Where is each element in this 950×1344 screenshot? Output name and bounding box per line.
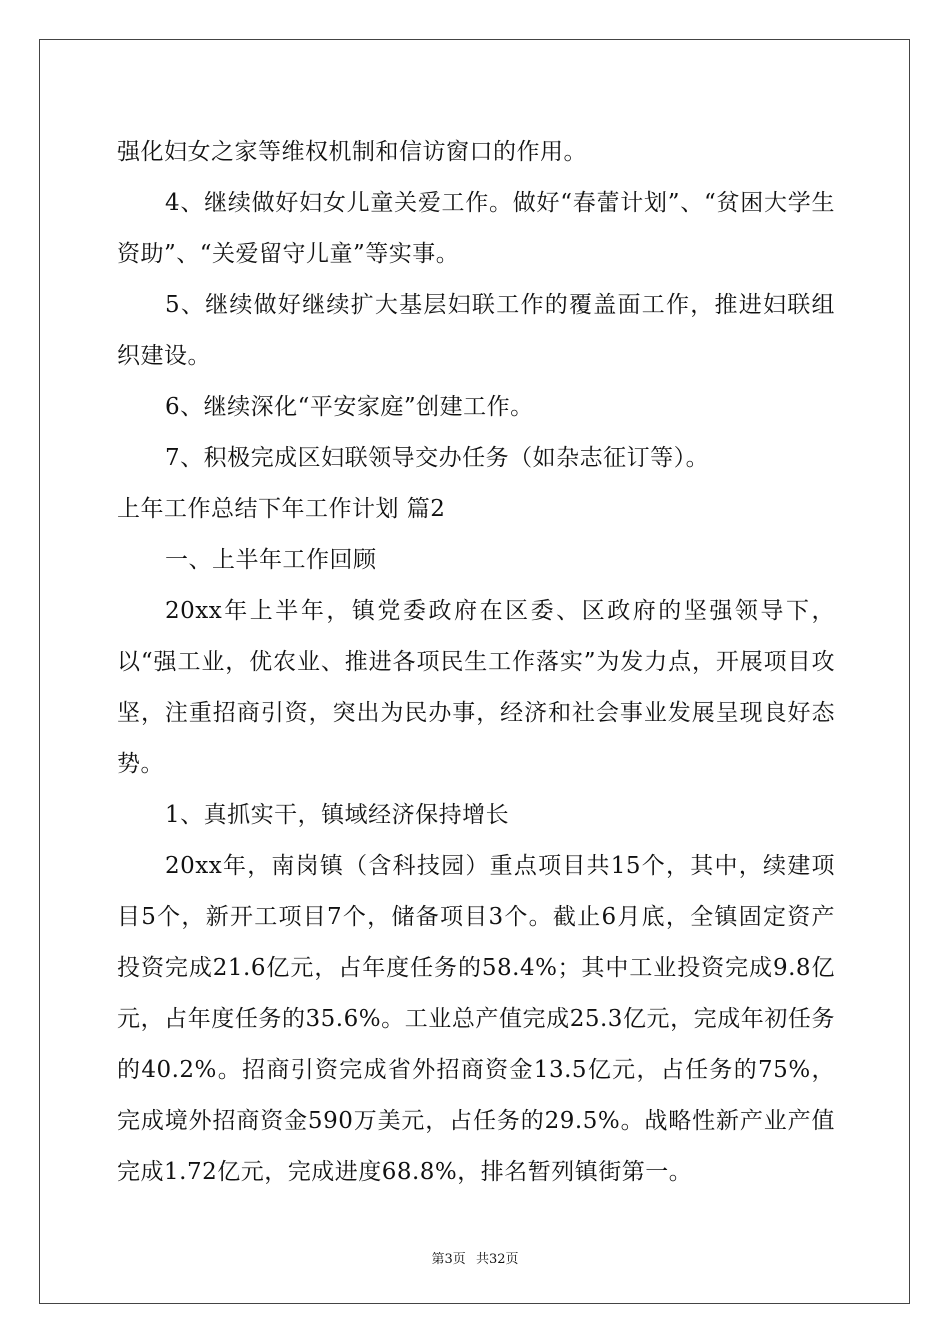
page-total: 共32页 [475,1252,519,1267]
paragraph: 4、继续做好妇女儿童关爱工作。做好“春蕾计划”、“贫困大学生资助”、“关爱留守儿童”等实事。 [117,190,835,267]
paragraph: 20xx年上半年，镇党委政府在区委、区政府的坚强领导下，以“强工业，优农业、推进各项民生工作落实”为发力点，开展项目攻坚，注重招商引资，突出为民办事，经济和社会事业发展呈现良好态势。 [117,598,835,777]
subsection-heading: 一、上半年工作回顾 [165,547,377,573]
paragraph: 7、积极完成区妇联领导交办任务（如杂志征订等）。 [165,445,710,471]
subsection-heading: 1、真抓实干，镇域经济保持增长 [165,802,510,828]
document-body [117,127,835,1198]
page-footer [0,1248,950,1267]
page-number: 第3页 [431,1252,466,1267]
paragraph: 6、继续深化“平安家庭”创建工作。 [165,394,534,420]
paragraph: 20xx年，南岗镇（含科技园）重点项目共15个，其中，续建项目5个，新开工项目7个，储备项目3个。截止6月底，全镇固定资产投资完成21.6亿元，占年度任务的58.4%；其中工业投资完成9.8亿元，占年度任务的35.6%。工业总产值完成25.3亿元，完成年初任务的40.2%。招商引资完成省外招商资金13.5亿元，占任务的75%，完成境外招商资金590万美元，占任务的29.5%。战略性新产业产值完成1.72亿元，完成进度68.8%，排名暂列镇街第一。 [117,853,835,1185]
paragraph: 强化妇女之家等维权机制和信访窗口的作用。 [117,139,587,165]
paragraph: 5、继续做好继续扩大基层妇联工作的覆盖面工作，推进妇联组织建设。 [117,292,835,369]
section-heading: 上年工作总结下年工作计划 篇2 [117,496,446,522]
